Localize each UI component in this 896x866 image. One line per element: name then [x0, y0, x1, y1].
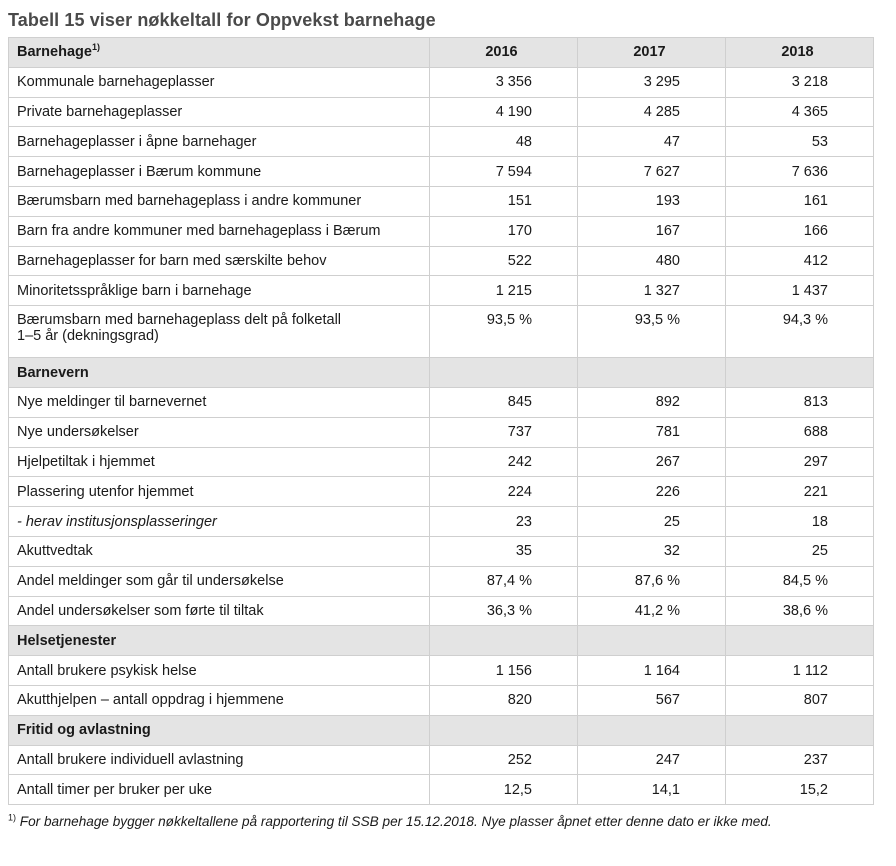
- table-row: [9, 216, 874, 246]
- table-row: [9, 127, 874, 157]
- value-2018: 237: [726, 745, 874, 775]
- table-row: [9, 97, 874, 127]
- row-label: - herav institusjonsplasseringer: [9, 507, 430, 537]
- table-row: [9, 186, 874, 216]
- row-label: Antall brukere individuell avlastning: [9, 745, 430, 775]
- row-label: Kommunale barnehageplasser: [9, 67, 430, 97]
- value-2017: 32: [578, 536, 726, 566]
- table-row: [9, 157, 874, 187]
- value-2018: 813: [726, 387, 874, 417]
- section-empty-cell: [578, 626, 726, 656]
- value-2017: 267: [578, 447, 726, 477]
- section-empty-cell: [726, 626, 874, 656]
- header-label: Barnehage: [17, 44, 92, 61]
- value-2017: 25: [578, 507, 726, 537]
- section-label: Fritid og avlastning: [9, 715, 430, 745]
- table-row: [9, 276, 874, 306]
- value-2017: 247: [578, 745, 726, 775]
- value-2016: 3 356: [430, 67, 578, 97]
- table-row: [9, 417, 874, 447]
- value-2018: 3 218: [726, 67, 874, 97]
- row-label: Private barnehageplasser: [9, 97, 430, 127]
- value-2017: 781: [578, 417, 726, 447]
- section-header-row: [9, 715, 874, 745]
- row-label: Nye undersøkelser: [9, 417, 430, 447]
- value-2018: 53: [726, 127, 874, 157]
- value-2016: 93,5 %: [430, 306, 578, 358]
- table-row: [9, 507, 874, 537]
- value-2016: 224: [430, 477, 578, 507]
- value-2018: 221: [726, 477, 874, 507]
- value-2017: 7 627: [578, 157, 726, 187]
- row-label-line-2: 1–5 år (dekningsgrad): [17, 328, 159, 345]
- row-label: Bærumsbarn med barnehageplass i andre kommuner: [9, 186, 430, 216]
- value-2016: 87,4 %: [430, 566, 578, 596]
- table-header-row: [9, 38, 874, 68]
- section-header-row: [9, 358, 874, 388]
- row-label: Barnehageplasser i åpne barnehager: [9, 127, 430, 157]
- table-title: Tabell 15 viser nøkkeltall for Oppvekst barnehage: [8, 10, 436, 30]
- footnote: [8, 814, 772, 829]
- section-header-row: [9, 626, 874, 656]
- table-row: [9, 246, 874, 276]
- value-2017: 1 164: [578, 656, 726, 686]
- table-row: [9, 745, 874, 775]
- header-year-2016: 2016: [430, 38, 578, 68]
- key-figures-table: [8, 37, 874, 805]
- value-2016: 170: [430, 216, 578, 246]
- section-empty-cell: [430, 715, 578, 745]
- value-2017: 167: [578, 216, 726, 246]
- value-2017: 567: [578, 685, 726, 715]
- row-label: Barn fra andre kommuner med barnehageplass i Bærum: [9, 216, 430, 246]
- table-row: [9, 447, 874, 477]
- section-label: Barnevern: [9, 358, 430, 388]
- footnote-mark: 1): [8, 812, 17, 823]
- value-2017: 480: [578, 246, 726, 276]
- value-2016: 1 215: [430, 276, 578, 306]
- value-2017: 892: [578, 387, 726, 417]
- value-2016: 845: [430, 387, 578, 417]
- value-2017: 193: [578, 186, 726, 216]
- table-row: [9, 536, 874, 566]
- section-empty-cell: [578, 715, 726, 745]
- value-2016: 151: [430, 186, 578, 216]
- value-2018: 94,3 %: [726, 306, 874, 358]
- value-2018: 38,6 %: [726, 596, 874, 626]
- value-2016: 820: [430, 685, 578, 715]
- table-row: [9, 387, 874, 417]
- section-empty-cell: [726, 715, 874, 745]
- value-2018: 15,2: [726, 775, 874, 805]
- table-row: [9, 596, 874, 626]
- value-2017: 3 295: [578, 67, 726, 97]
- value-2016: 35: [430, 536, 578, 566]
- value-2017: 87,6 %: [578, 566, 726, 596]
- value-2018: 161: [726, 186, 874, 216]
- value-2017: 41,2 %: [578, 596, 726, 626]
- value-2016: 4 190: [430, 97, 578, 127]
- table-row: [9, 566, 874, 596]
- header-footnote-mark: 1): [91, 42, 100, 53]
- row-label: Barnehageplasser for barn med særskilte behov: [9, 246, 430, 276]
- table-row: [9, 477, 874, 507]
- section-empty-cell: [578, 358, 726, 388]
- table-row: [9, 306, 874, 358]
- value-2018: 25: [726, 536, 874, 566]
- row-label: Minoritetsspråklige barn i barnehage: [9, 276, 430, 306]
- header-year-2018: 2018: [726, 38, 874, 68]
- value-2018: 7 636: [726, 157, 874, 187]
- row-label: Akutthjelpen – antall oppdrag i hjemmene: [9, 685, 430, 715]
- row-label: Andel undersøkelser som førte til tiltak: [9, 596, 430, 626]
- table-row: [9, 685, 874, 715]
- row-label: Barnehageplasser i Bærum kommune: [9, 157, 430, 187]
- section-empty-cell: [430, 358, 578, 388]
- value-2016: 242: [430, 447, 578, 477]
- value-2018: 1 437: [726, 276, 874, 306]
- value-2016: 36,3 %: [430, 596, 578, 626]
- value-2018: 4 365: [726, 97, 874, 127]
- value-2018: 18: [726, 507, 874, 537]
- value-2018: 297: [726, 447, 874, 477]
- row-label: Plassering utenfor hjemmet: [9, 477, 430, 507]
- table-row: [9, 67, 874, 97]
- header-year-2017: 2017: [578, 38, 726, 68]
- row-label-line-1: Bærumsbarn med barnehageplass delt på folketall: [17, 312, 342, 329]
- value-2016: 737: [430, 417, 578, 447]
- header-label-cell: [9, 38, 430, 68]
- value-2016: 23: [430, 507, 578, 537]
- value-2018: 688: [726, 417, 874, 447]
- row-label: Andel meldinger som går til undersøkelse: [9, 566, 430, 596]
- table-row: [9, 656, 874, 686]
- value-2017: 47: [578, 127, 726, 157]
- row-label: Nye meldinger til barnevernet: [9, 387, 430, 417]
- value-2018: 1 112: [726, 656, 874, 686]
- value-2017: 14,1: [578, 775, 726, 805]
- row-label: [9, 306, 430, 358]
- section-label: Helsetjenester: [9, 626, 430, 656]
- row-label: Antall timer per bruker per uke: [9, 775, 430, 805]
- value-2016: 48: [430, 127, 578, 157]
- value-2018: 84,5 %: [726, 566, 874, 596]
- value-2016: 522: [430, 246, 578, 276]
- footnote-text: For barnehage bygger nøkkeltallene på rapportering til SSB per 15.12.2018. Nye plasser åpnet etter denne dato er ikke med.: [16, 814, 772, 829]
- value-2017: 226: [578, 477, 726, 507]
- table-row: [9, 775, 874, 805]
- section-empty-cell: [430, 626, 578, 656]
- value-2016: 7 594: [430, 157, 578, 187]
- value-2016: 1 156: [430, 656, 578, 686]
- value-2018: 412: [726, 246, 874, 276]
- value-2017: 1 327: [578, 276, 726, 306]
- row-label: Antall brukere psykisk helse: [9, 656, 430, 686]
- value-2016: 252: [430, 745, 578, 775]
- value-2017: 4 285: [578, 97, 726, 127]
- row-label: Hjelpetiltak i hjemmet: [9, 447, 430, 477]
- value-2018: 807: [726, 685, 874, 715]
- value-2018: 166: [726, 216, 874, 246]
- value-2016: 12,5: [430, 775, 578, 805]
- value-2017: 93,5 %: [578, 306, 726, 358]
- table-body: [9, 38, 874, 805]
- row-label: Akuttvedtak: [9, 536, 430, 566]
- section-empty-cell: [726, 358, 874, 388]
